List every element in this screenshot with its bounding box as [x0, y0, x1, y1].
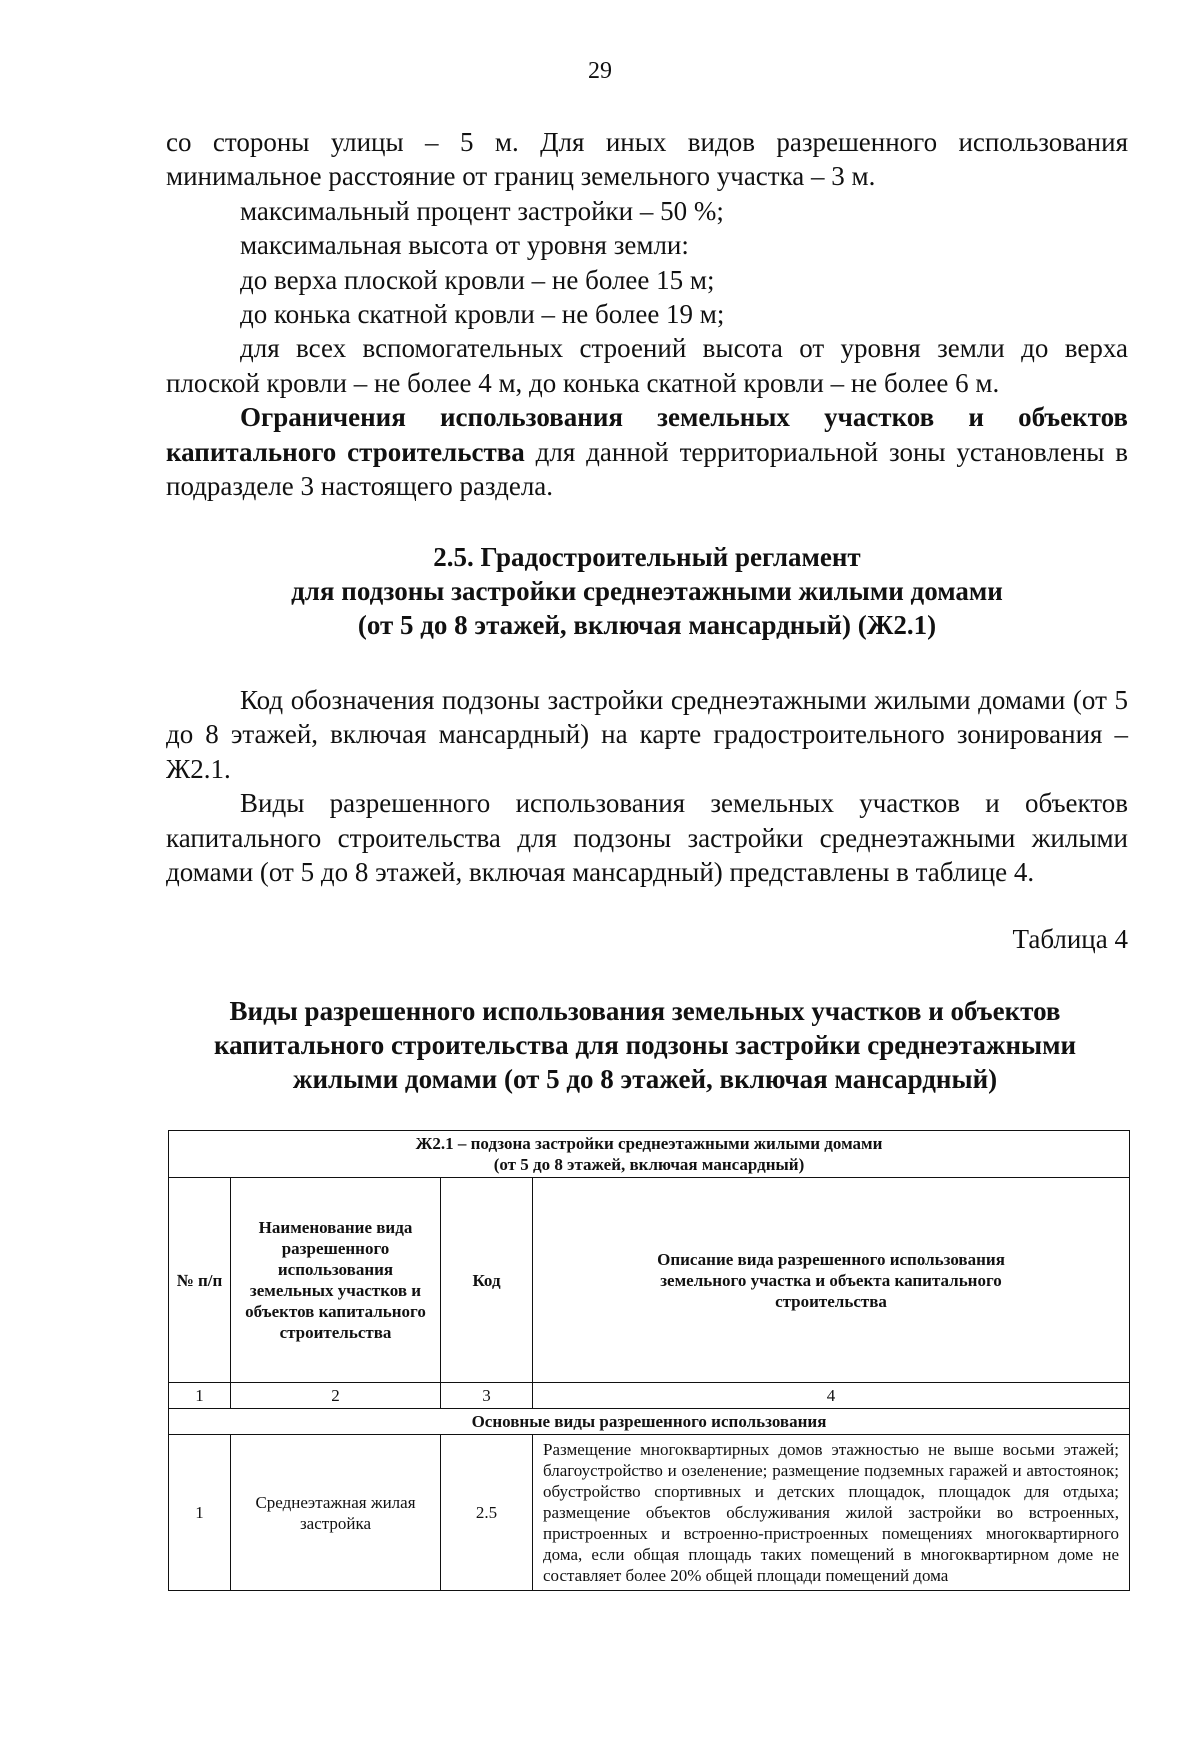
header-name: Наименование вида разрешенного использования земельных участков и объектов капитального строительства — [231, 1178, 441, 1383]
table-label: Таблица 4 — [1012, 924, 1128, 954]
table-row — [169, 1435, 1130, 1591]
paragraph-auxiliary-buildings: для всех вспомогательных строений высота от уровня земли до верха плоской кровли – не более 4 м, до конька скатной кровли – не более 6 м. — [166, 333, 1128, 398]
table-title — [150, 994, 1140, 1096]
paragraph-permitted-uses: Виды разрешенного использования земельных участков и объектов капитального строительства для подзоны застройки среднеэтажными жилыми домами (от 5 до 8 этажей, включая мансардный) представлены в таблице 4. — [166, 788, 1128, 888]
table-caption-line2: (от 5 до 8 этажей, включая мансардный) — [493, 1155, 805, 1174]
table-caption-row — [169, 1131, 1130, 1178]
table-title-line1: Виды разрешенного использования земельных участков и объектов — [229, 996, 1061, 1026]
column-number: 2 — [231, 1383, 441, 1409]
section-text — [166, 683, 1128, 889]
table-caption-line1: Ж2.1 – подзона застройки среднеэтажными жилыми домами — [415, 1134, 883, 1153]
section-heading — [166, 540, 1128, 642]
page-number: 29 — [588, 58, 612, 84]
section-heading-line2: для подзоны застройки среднеэтажными жилыми домами — [291, 576, 1003, 606]
row-description: Размещение многоквартирных домов этажностью не выше восьми этажей; благоустройство и озеленение; размещение подземных гаражей и автостоянок; обустройство спортивных и детских площадок, площадок для отдыха; размещение объектов обслуживания жилой застройки во встроенных, пристроенных и встроенно-пристроенных помещениях многоквартирного дома, если общая площадь таких помещений в многоквартирном доме не составляет более 20% общей площади помещений дома — [533, 1435, 1130, 1591]
row-code: 2.5 — [441, 1435, 533, 1591]
paragraph-street-setback: со стороны улицы – 5 м. Для иных видов разрешенного использования минимальное расстояние от границ земельного участка – 3 м. — [166, 127, 1128, 192]
paragraph-restrictions — [166, 400, 1128, 503]
column-number: 4 — [533, 1383, 1130, 1409]
group-row — [169, 1409, 1130, 1435]
row-num: 1 — [169, 1435, 231, 1591]
header-code: Код — [441, 1178, 533, 1383]
table-title-line2: капитального строительства для подзоны застройки среднеэтажными — [213, 1030, 1077, 1060]
paragraph-zone-code: Код обозначения подзоны застройки среднеэтажными жилыми домами (от 5 до 8 этажей, включая мансардный) на карте градостроительного зонирования – Ж2.1. — [166, 685, 1128, 784]
table-header-row — [169, 1178, 1130, 1383]
column-number: 3 — [441, 1383, 533, 1409]
paragraph-build-percent: максимальный процент застройки – 50 %; — [240, 195, 724, 226]
paragraph-flat-roof: до верха плоской кровли – не более 15 м; — [240, 264, 715, 295]
header-desc: Описание вида разрешенного использования земельного участка и объекта капитального строительства — [533, 1178, 1130, 1383]
restrictions-rest: для данной территориальной зоны установлены в подразделе 3 настоящего раздела. — [166, 436, 1128, 502]
table-caption — [169, 1131, 1130, 1178]
group-label: Основные виды разрешенного использования — [169, 1409, 1130, 1435]
section-heading-line1: 2.5. Градостроительный регламент — [433, 542, 861, 572]
regulation-table — [168, 1130, 1130, 1591]
paragraph-max-height: максимальная высота от уровня земли: — [240, 230, 689, 261]
section-heading-line3: (от 5 до 8 этажей, включая мансардный) (Ж2.1) — [357, 610, 937, 640]
row-name: Среднеэтажная жилая застройка — [231, 1435, 441, 1591]
header-num: № п/п — [169, 1178, 231, 1383]
restrictions-bold: Ограничения использования земельных участков и объектов капитального строительства — [166, 402, 1128, 467]
body-text — [166, 125, 1128, 503]
table-title-line3: жилыми домами (от 5 до 8 этажей, включая мансардный) — [292, 1064, 998, 1094]
paragraph-pitched-roof: до конька скатной кровли – не более 19 м; — [240, 299, 725, 330]
column-number-row — [169, 1383, 1130, 1409]
column-number: 1 — [169, 1383, 231, 1409]
